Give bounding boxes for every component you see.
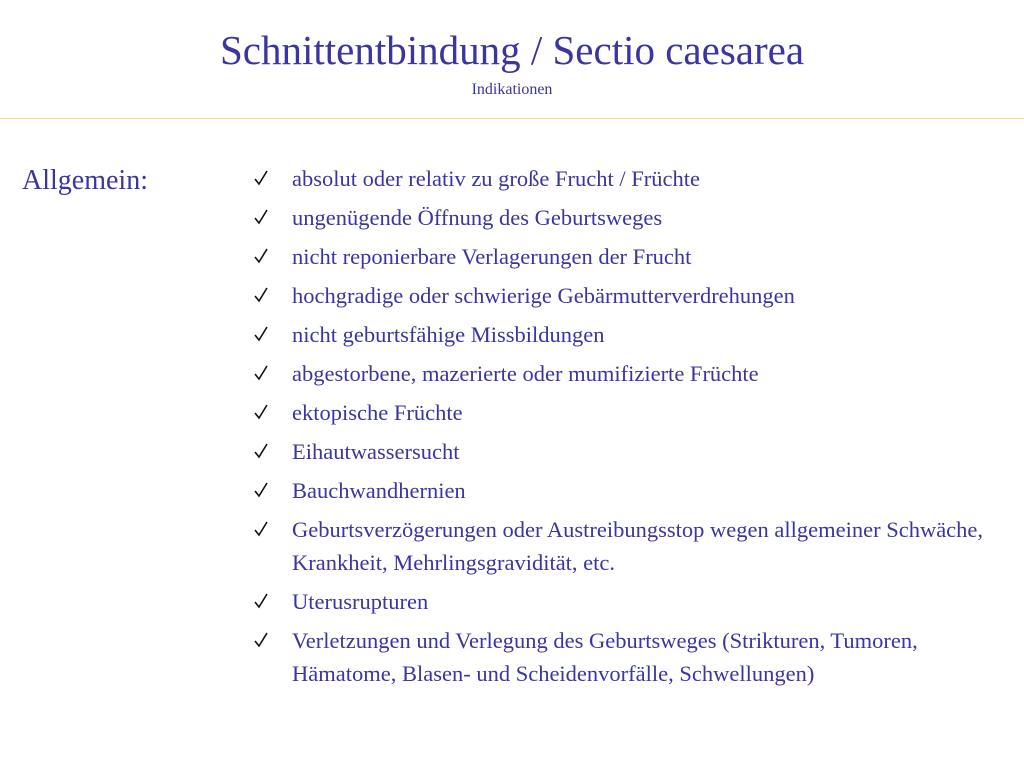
list-item: [252, 474, 1012, 507]
list-item-text: hochgradige oder schwierige Gebärmutterverdrehungen: [292, 283, 795, 308]
checkmark-icon: [254, 240, 274, 273]
slide-title: Schnittentbindung / Sectio caesarea: [219, 27, 805, 73]
list-item-text: Geburtsverzögerungen oder Austreibungsstop wegen allgemeiner Schwäche, Krankheit, Mehrlingsgravidität, etc.: [292, 517, 984, 575]
title-divider: [0, 118, 1024, 119]
checkmark-icon: [254, 162, 274, 195]
list-item-text: Uterusrupturen: [292, 589, 429, 614]
slide-subtitle: Indikationen: [471, 81, 553, 98]
list-item-text: ektopische Früchte: [292, 400, 463, 425]
list-item: [252, 585, 1012, 618]
bullet-list: [252, 162, 1012, 696]
list-item: [252, 201, 1012, 234]
list-item: [252, 318, 1012, 351]
checkmark-icon: [254, 624, 274, 657]
list-item: [252, 357, 1012, 390]
list-item-text: absolut oder relativ zu große Frucht / Früchte: [292, 166, 701, 191]
section-label: Allgemein:: [22, 165, 148, 196]
checkmark-icon: [254, 318, 274, 351]
checkmark-icon: [254, 396, 274, 429]
list-item: [252, 240, 1012, 273]
list-item-text: ungenügende Öffnung des Geburtsweges: [292, 205, 663, 230]
list-item-text: Bauchwandhernien: [292, 478, 466, 503]
list-item: [252, 162, 1012, 195]
checkmark-icon: [254, 585, 274, 618]
checkmark-icon: [254, 435, 274, 468]
checkmark-icon: [254, 357, 274, 390]
checkmark-icon: [254, 474, 274, 507]
list-item-text: Verletzungen und Verlegung des Geburtsweges (Strikturen, Tumoren, Hämatome, Blasen- und Scheidenvorfälle, Schwellungen): [292, 628, 918, 686]
list-item: [252, 513, 1012, 579]
list-item: [252, 435, 1012, 468]
list-item: [252, 279, 1012, 312]
checkmark-icon: [254, 513, 274, 546]
list-item-text: Eihautwassersucht: [292, 439, 460, 464]
list-item-text: nicht geburtsfähige Missbildungen: [292, 322, 605, 347]
checkmark-icon: [254, 279, 274, 312]
list-item: [252, 624, 1012, 690]
list-item-text: nicht reponierbare Verlagerungen der Frucht: [292, 244, 692, 269]
checkmark-icon: [254, 201, 274, 234]
list-item-text: abgestorbene, mazerierte oder mumifizierte Früchte: [292, 361, 759, 386]
list-item: [252, 396, 1012, 429]
